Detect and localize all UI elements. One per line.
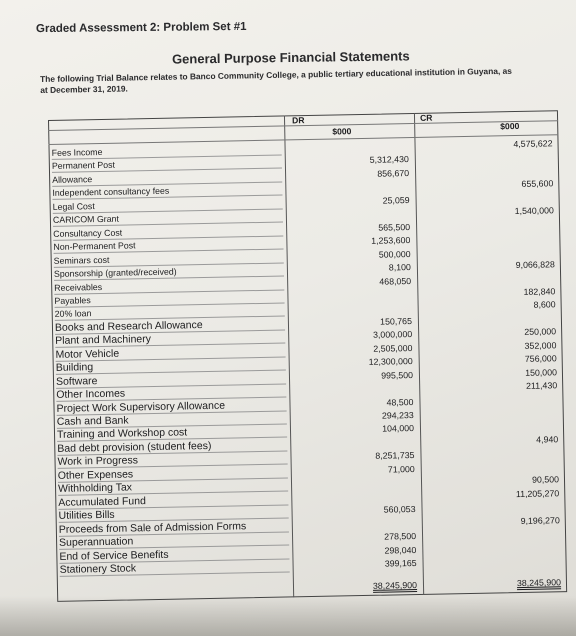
table-row-dr: 500,000 [378, 248, 411, 260]
table-row-dr: 399,165 [384, 557, 417, 569]
table-row-cr: 11,205,270 [515, 487, 560, 499]
table-row-account: Fees Income [52, 143, 282, 160]
table-row-account: Sponsorship (granted/received) [54, 264, 284, 281]
dr-column-header: DR [291, 115, 305, 126]
table-row-account: Other Expenses [58, 465, 288, 482]
table-row-cr: 90,500 [531, 474, 560, 486]
table-row-dr: 560,053 [383, 504, 416, 515]
table-row-account: End of Service Benefits [59, 546, 289, 563]
table-row-dr: 8,100 [388, 262, 411, 273]
table-row-dr: 12,300,000 [368, 356, 413, 368]
table-row-dr: 8,251,735 [375, 450, 415, 462]
total-cr: 38,245,900 [516, 577, 562, 589]
table-row-account: 20% loan [55, 304, 285, 321]
table-row-dr: 278,500 [384, 531, 417, 542]
table-row-account: Superannuation [59, 532, 289, 549]
table-row-cr: 182,840 [523, 286, 556, 297]
dr-unit-label: $000 [332, 126, 352, 137]
trial-balance-table [48, 110, 567, 602]
table-row-account: Non-Permanent Post [53, 237, 283, 254]
table-row-dr: 150,765 [380, 315, 413, 327]
table-row-account: Bad debt provision (student fees) [57, 438, 287, 455]
table-row-cr: 655,600 [521, 178, 554, 190]
table-row-dr: 1,253,600 [371, 235, 411, 246]
table-row-account: Project Work Supervisory Allowance [56, 398, 286, 415]
assessment-heading: Graded Assessment 2: Problem Set #1 [35, 20, 247, 36]
table-row-dr: 48,500 [386, 396, 414, 408]
table-row-cr: 211,430 [525, 380, 558, 391]
table-row-account: Receivables [54, 277, 284, 294]
table-row-dr: 856,670 [377, 167, 410, 179]
table-row-cr: 150,000 [525, 366, 558, 378]
table-row-dr: 2,505,000 [373, 342, 413, 354]
table-row-account: Legal Cost [53, 196, 283, 213]
table-row-dr: 298,040 [384, 544, 417, 556]
table-row-cr: 9,196,270 [520, 514, 560, 526]
table-row-account: Cash and Bank [57, 411, 287, 428]
table-row-account: Seminars cost [54, 250, 284, 267]
table-row-cr: 8,600 [533, 299, 556, 311]
intro-paragraph: The following Trial Balance relates to Banco Community College, a public tertiary educational institution in Guyana, as at December 31, 2019. [40, 65, 512, 95]
table-row-dr: 5,312,430 [369, 154, 409, 166]
table-row-account: Training and Workshop cost [57, 425, 287, 442]
table-row-dr: 995,500 [381, 369, 414, 381]
cr-column-header: CR [419, 112, 433, 123]
table-row-account: Work in Progress [57, 452, 287, 469]
total-dr: 38,245,900 [372, 580, 418, 591]
table-row-account: Permanent Post [52, 156, 282, 173]
table-row-account: Accumulated Fund [58, 492, 288, 509]
table-row-account: Allowance [52, 169, 282, 186]
table-row-account: Stationery Stock [60, 559, 290, 576]
table-row-dr: 468,050 [379, 275, 412, 287]
table-row-account: Books and Research Allowance [55, 317, 285, 334]
table-row-dr: 71,000 [387, 463, 415, 475]
table-row-cr: 250,000 [524, 326, 557, 338]
table-row-account: CARICOM Grant [53, 210, 283, 227]
photo-shadow [0, 596, 576, 636]
table-row-dr: 294,233 [381, 410, 414, 421]
table-row-account: Other Incomes [56, 385, 286, 402]
document-title: General Purpose Financial Statements [171, 48, 410, 67]
table-row-account: Payables [54, 290, 284, 307]
table-row-account: Software [56, 371, 286, 388]
cr-unit-label: $000 [500, 120, 520, 132]
table-row-account: Proceeds from Sale of Admission Forms [59, 519, 289, 536]
table-row-cr: 756,000 [524, 353, 557, 365]
table-row-cr: 4,940 [536, 434, 559, 445]
table-row-dr: 3,000,000 [372, 329, 413, 341]
table-row-account: Plant and Machinery [55, 331, 285, 348]
table-row-cr: 4,575,622 [513, 138, 553, 150]
table-row-account: Motor Vehicle [55, 344, 285, 361]
table-row-account: Withholding Tax [58, 479, 288, 496]
table-row-dr: 25,059 [382, 194, 410, 206]
table-row-cr: 352,000 [524, 340, 557, 351]
table-row-dr: 104,000 [382, 423, 415, 435]
table-row-account: Independent consultancy fees [52, 183, 282, 200]
table-row-cr: 9,066,828 [515, 259, 555, 271]
table-row-cr: 1,540,000 [514, 205, 554, 217]
table-row-account: Consultancy Cost [53, 223, 283, 240]
table-row-dr: 565,500 [378, 221, 411, 233]
table-row-account: Utilities Bills [58, 506, 288, 523]
table-row-account: Building [56, 358, 286, 375]
